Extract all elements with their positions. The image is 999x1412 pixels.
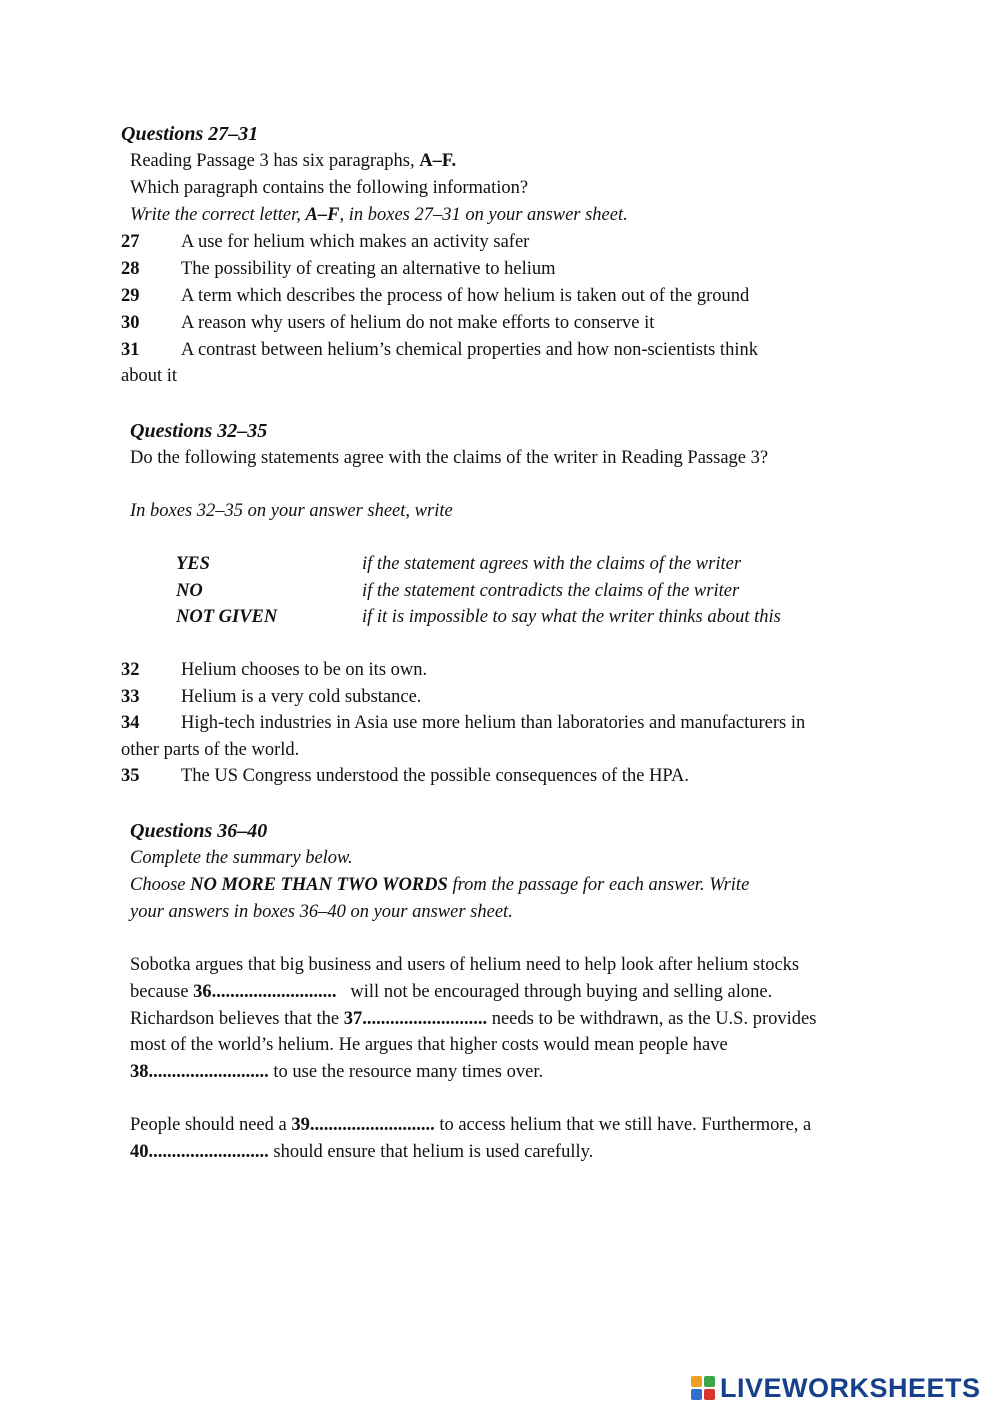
summary-text: because bbox=[130, 982, 194, 1002]
instruction-text-pre: Write the correct letter, bbox=[130, 205, 306, 225]
summary-line: Sobotka argues that big business and users of helium need to help look after helium stocks bbox=[130, 955, 800, 975]
word-limit: NO MORE THAN TWO WORDS bbox=[190, 875, 448, 895]
answer-gap-37[interactable]: 37........................... bbox=[343, 1009, 488, 1029]
question-text-continuation: about it bbox=[121, 366, 178, 386]
summary-text: People should need a bbox=[130, 1115, 292, 1135]
summary-line bbox=[130, 1143, 593, 1162]
intro-letters: A–F. bbox=[419, 151, 457, 171]
answer-key-definition: if the statement agrees with the claims of the writer bbox=[362, 554, 742, 574]
summary-text: should ensure that helium is used carefully. bbox=[268, 1142, 594, 1162]
summary-text: to use the resource many times over. bbox=[268, 1062, 544, 1082]
question-text: Helium chooses to be on its own. bbox=[181, 660, 428, 680]
logo-icon bbox=[690, 1375, 716, 1401]
summary-text: Richardson believes that the bbox=[130, 1009, 344, 1029]
question-number: 30 bbox=[121, 313, 140, 333]
summary-line bbox=[130, 1010, 816, 1029]
question-text: A reason why users of helium do not make efforts to conserve it bbox=[181, 313, 655, 333]
question-number: 35 bbox=[121, 766, 140, 786]
question-number: 29 bbox=[121, 286, 140, 306]
summary-text: to access helium that we still have. Furthermore, a bbox=[434, 1115, 812, 1135]
instruction-text-post: from the passage for each answer. Write bbox=[447, 875, 750, 895]
answer-gap-38[interactable]: 38.......................... bbox=[130, 1062, 269, 1082]
answer-gap-40[interactable]: 40.......................... bbox=[130, 1142, 269, 1162]
summary-text: will not be encouraged through buying and selling alone. bbox=[336, 982, 773, 1002]
summary-instruction-3: your answers in boxes 36–40 on your answer sheet. bbox=[130, 902, 513, 922]
intro-text: Reading Passage 3 has six paragraphs, bbox=[130, 151, 420, 171]
instruction-text-post: , in boxes 27–31 on your answer sheet. bbox=[339, 205, 628, 225]
question-text: The possibility of creating an alternative to helium bbox=[181, 259, 556, 279]
section-heading-27-31: Questions 27–31 bbox=[121, 123, 259, 145]
summary-instruction-2 bbox=[130, 876, 749, 895]
section-heading-36-40: Questions 36–40 bbox=[130, 820, 268, 842]
question-number: 28 bbox=[121, 259, 140, 279]
question-number: 34 bbox=[121, 713, 140, 733]
summary-text: needs to be withdrawn, as the U.S. provides bbox=[487, 1009, 817, 1029]
section-instruction: In boxes 32–35 on your answer sheet, write bbox=[130, 501, 453, 521]
instruction-letters: A–F bbox=[305, 205, 340, 225]
answer-key-label: NO bbox=[176, 581, 203, 601]
question-text: High-tech industries in Asia use more helium than laboratories and manufacturers in bbox=[181, 713, 806, 733]
summary-instruction-1: Complete the summary below. bbox=[130, 848, 353, 868]
summary-line: most of the world’s helium. He argues that higher costs would mean people have bbox=[130, 1035, 728, 1055]
liveworksheets-logo[interactable] bbox=[690, 1374, 990, 1402]
instruction-line bbox=[130, 206, 628, 225]
summary-line bbox=[130, 1116, 811, 1135]
logo-wordmark: LIVEWORKSHEETS bbox=[720, 1373, 981, 1403]
question-text: A term which describes the process of how helium is taken out of the ground bbox=[181, 286, 750, 306]
intro-line-paragraphs bbox=[130, 152, 456, 171]
question-number: 32 bbox=[121, 660, 140, 680]
answer-gap-39[interactable]: 39........................... bbox=[291, 1115, 435, 1135]
question-text: A contrast between helium’s chemical properties and how non-scientists think bbox=[181, 340, 758, 360]
section-heading-32-35: Questions 32–35 bbox=[130, 420, 268, 442]
answer-key-label: NOT GIVEN bbox=[176, 607, 278, 627]
intro-line-question: Which paragraph contains the following information? bbox=[130, 178, 529, 198]
summary-line bbox=[130, 983, 772, 1002]
section-question: Do the following statements agree with the claims of the writer in Reading Passage 3? bbox=[130, 448, 769, 468]
question-number: 31 bbox=[121, 340, 140, 360]
question-number: 27 bbox=[121, 232, 140, 252]
answer-key-definition: if it is impossible to say what the writer thinks about this bbox=[362, 607, 781, 627]
answer-key-label: YES bbox=[176, 554, 210, 574]
question-number: 33 bbox=[121, 687, 140, 707]
question-text-continuation: other parts of the world. bbox=[121, 740, 300, 760]
answer-gap-36[interactable]: 36........................... bbox=[193, 982, 337, 1002]
question-text: A use for helium which makes an activity safer bbox=[181, 232, 530, 252]
question-text: The US Congress understood the possible consequences of the HPA. bbox=[181, 766, 690, 786]
instruction-text-pre: Choose bbox=[130, 875, 191, 895]
question-text: Helium is a very cold substance. bbox=[181, 687, 422, 707]
summary-line bbox=[130, 1063, 543, 1082]
answer-key-definition: if the statement contradicts the claims of the writer bbox=[362, 581, 740, 601]
